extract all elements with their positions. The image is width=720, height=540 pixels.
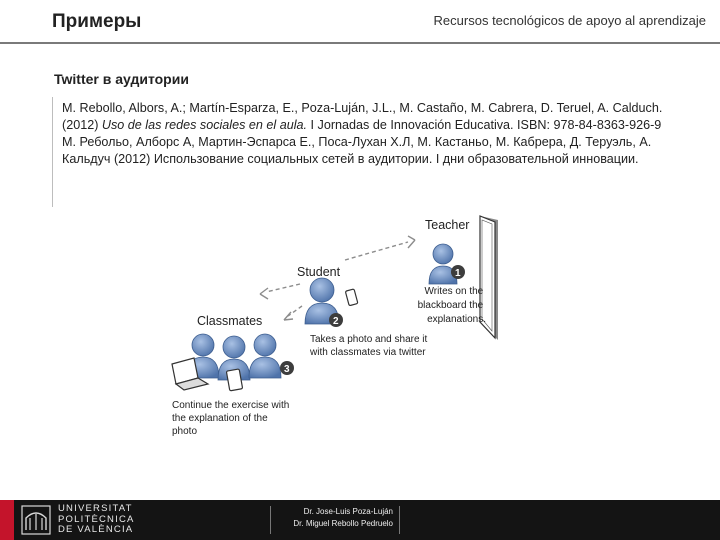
university-name	[58, 504, 135, 536]
step2-caption	[309, 334, 430, 358]
step2-line2: with classmates via twitter	[310, 347, 426, 358]
university-line-3: DE VALÈNCIA	[58, 524, 134, 535]
step3-line1: Continue the exercise with	[172, 400, 290, 411]
phone-icon	[345, 289, 358, 306]
student-label: Student	[297, 265, 341, 279]
reference-venue: I Jornadas de Innovación Educativa. ISBN: 978-84-8363-926-9	[307, 118, 662, 132]
tablet-icon	[226, 369, 242, 391]
teacher-label: Teacher	[425, 218, 470, 232]
step1-badge: 1	[455, 268, 461, 279]
reference-spanish	[62, 100, 702, 134]
author-credits	[270, 506, 400, 534]
header-divider	[0, 42, 720, 44]
university-logo-icon	[20, 504, 52, 536]
section-title: Twitter в аудитории	[54, 71, 189, 87]
author-2: Dr. Miguel Rebollo Pedruelo	[293, 519, 393, 528]
presentation-subtitle: Recursos tecnológicos de apoyo al aprendizaje	[433, 13, 706, 28]
teacher-student-arrow	[345, 236, 415, 260]
slide-title: Примеры	[52, 11, 142, 32]
reference-russian: М. Ребольо, Алборс А, Мартин-Эспарса Е., Поса-Лухан Х.Л, М. Кастаньо, М. Кабрера, Д. Теруэль, А. Кальдуч (2012) Использование социальных сетей в аудитории. I дни образовательной инновации.	[62, 135, 652, 166]
twitter-classroom-diagram	[150, 212, 500, 440]
step2-line1: Takes a photo and share it	[310, 334, 428, 345]
university-line-2: POLITÈCNICA	[58, 513, 135, 525]
step1-caption	[418, 286, 486, 325]
step1-line1: Writes on the	[424, 286, 484, 297]
step2-badge: 2	[333, 316, 339, 327]
reference-authors: M. Rebollo, Albors, A.; Martín-Esparza, E., Poza-Luján, J.L., M. Castaño, M. Cabrera, D. Teruel, A. Calduch. (2012)	[62, 101, 663, 132]
step3-caption	[172, 400, 292, 437]
step3-badge: 3	[284, 364, 290, 375]
university-line-1: UNIVERSITAT	[58, 503, 133, 514]
step3-line3: photo	[172, 426, 198, 437]
reference-text	[62, 100, 702, 168]
classmates-label: Classmates	[197, 314, 263, 328]
footer-bar	[0, 500, 720, 540]
step3-line2: the explanation of the	[172, 413, 268, 424]
step1-line2: blackboard the	[417, 300, 484, 311]
reference-paper-title: Uso de las redes sociales en el aula.	[101, 118, 308, 132]
student-classmates-arrows	[260, 284, 302, 320]
step1-line3: explanations.	[427, 314, 486, 325]
footer-accent-stripe	[0, 500, 14, 540]
author-1: Dr. Jose-Luis Poza-Luján	[303, 507, 393, 516]
teacher-figure	[429, 244, 457, 284]
